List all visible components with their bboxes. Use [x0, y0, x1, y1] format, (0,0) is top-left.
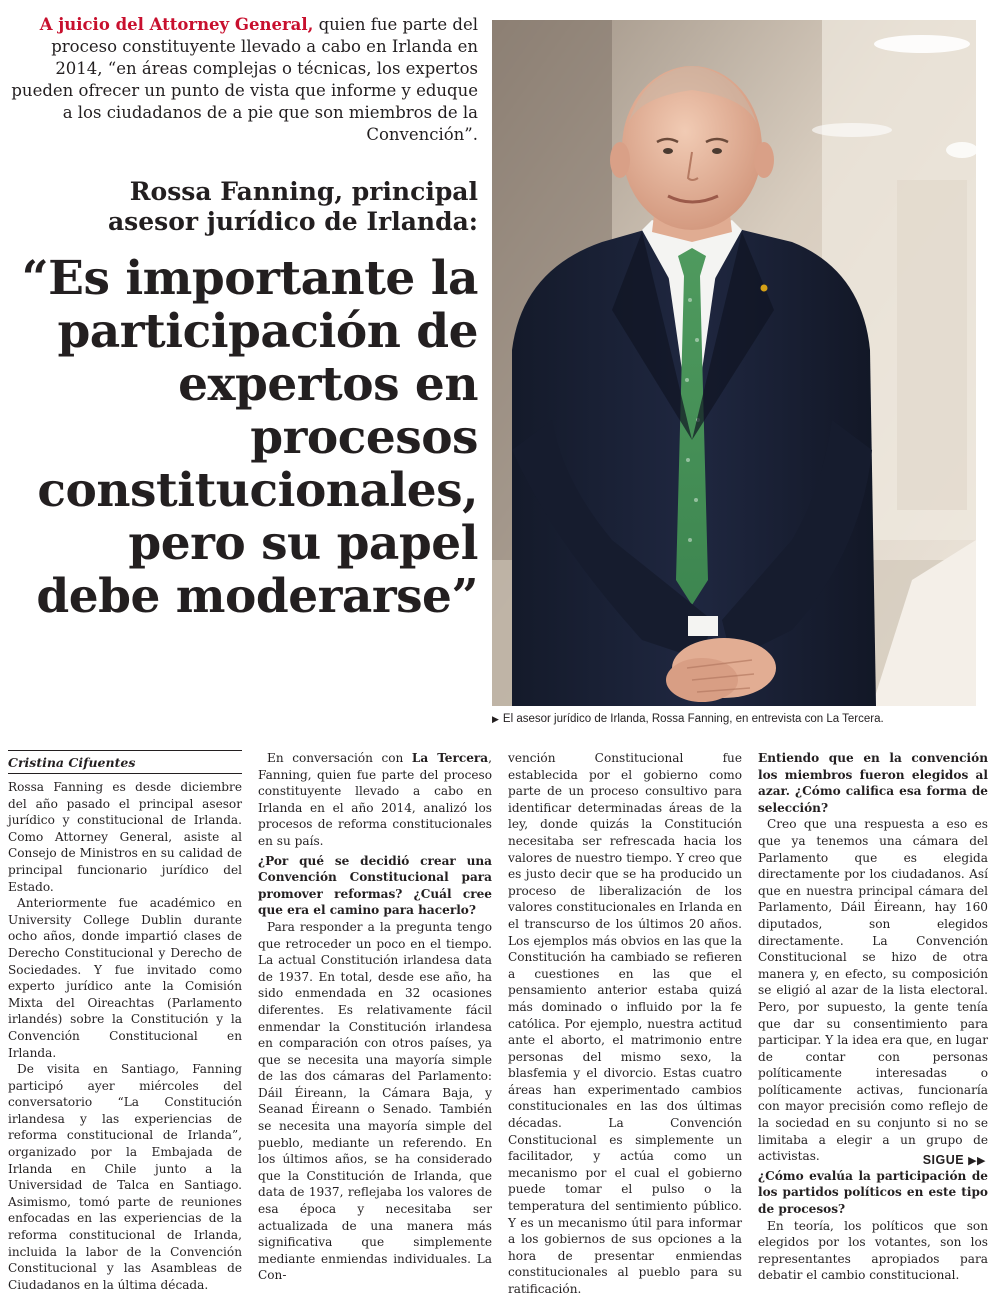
- body-column-1: [8, 779, 242, 1292]
- intro-text: , Fanning, quien fue parte del proceso constituyente llevado a cabo en Irlanda en el año 2014, analizó los procesos de reforma constitucionales en su país.: [258, 751, 493, 848]
- intro-text: En conversación con: [267, 751, 412, 765]
- article-kicker: Rossa Fanning, principal asesor jurídico de Irlanda:: [107, 177, 478, 236]
- interview-question: Entiendo que en la convención los miembros fueron elegidos al azar. ¿Cómo califica esa forma de selección?: [758, 751, 988, 815]
- interview-question: ¿Por qué se decidió crear una Convención Constitucional para promover reformas? ¿Cuál cree que era el camino para hacerlo?: [258, 853, 492, 918]
- body-column-3: [508, 750, 742, 1296]
- paragraph: De visita en Santiago, Fanning participó ayer miércoles del conversatorio “La Constitución irlandesa y las experiencias de reforma constitucional de Irlanda”, organizado por la Embajada de Irlanda en Chile junto a la Universidad de Talca en Santiago. Asimismo, tomó parte de reuniones enfocadas en las experiencias de la reforma constitucional de Irlanda, incluida la labor de la Convención Constitucional y las Asambleas de Ciudadanos en la última década.: [8, 1062, 242, 1292]
- caption-text: El asesor jurídico de Irlanda, Rossa Fanning, en entrevista con La Tercera.: [502, 713, 884, 725]
- portrait-photo: [492, 20, 976, 706]
- interview-answer: Para responder a la pregunta tengo que retroceder un poco en el tiempo. La actual Constitución irlandesa data de 1937. En total, desde ese año, ha sido enmendada en 32 ocasiones diferentes. Es relativamente fácil enmendar la Constitución irlandesa en comparación con otros países, ya que se necesita una mayoría simple de las dos cámaras del Parlamento: Dáil Éireann, la Cámara Baja, y Seanad Éireann o Senado. También se necesita una mayoría simple del pueblo, mediante un referendo. En los últimos años, se ha considerado que la Constitución de Irlanda, que data de 1937, reflejaba los valores de esa época y necesitaba ser actualizada de una manera más significativa que simplemente mediante enmiendas individuales. La Con-: [258, 919, 492, 1283]
- paragraph-intro: [258, 750, 492, 850]
- interview-question: ¿Cómo evalúa la participación de los partidos políticos en este tipo de procesos?: [758, 1168, 988, 1217]
- caption-arrow-icon: ▶: [492, 714, 499, 724]
- pull-quote: [8, 14, 478, 146]
- photo-caption: [492, 712, 982, 727]
- continue-marker: [923, 1153, 986, 1167]
- body-column-2: [258, 750, 493, 1283]
- interview-answer: vención Constitucional fue establecida por el gobierno como parte de un proceso consultivo para identificar determinadas áreas de la ley, donde quizás la Constitución necesitaba ser refrescada hacia los valores de nuestro tiempo. Y creo que es justo decir que se ha producido un proceso de liberalización de los valores constitucionales en Irlanda en el transcurso de los últimos 20 años. Los ejemplos más obvios en las que la Constitución ha cambiado se refieren a cuestiones en las que el pensamiento anterior estaba quizá más dominado o influido por la fe católica. Por ejemplo, nuestra actitud ante el aborto, el matrimonio entre personas del mismo sexo, la blasfemia y el divorcio. Estas cuatro áreas han experimentado cambios constitucionales en las dos últimas décadas. La Convención Constitucional es simplemente un facilitador, y actúa como un mecanismo por el cual el gobierno puede tomar el pulso o la temperatura del sentimiento público. Y es un mecanismo útil para informar a los gobiernos de sus opciones a la hora de presentar enmiendas constitucionales al pueblo para su ratificación.: [508, 751, 742, 1296]
- pull-quote-lead: A juicio del Attorney General,: [39, 15, 314, 34]
- continue-label: SIGUE: [922, 1153, 965, 1167]
- publication-name: La Tercera: [411, 751, 489, 765]
- byline-rule-bottom: [8, 773, 242, 774]
- pull-quote-text: quien fue parte del proceso constituyente llevado a cabo en Irlanda en 2014, “en áreas complejas o técnicas, los expertos pueden ofrecer un punto de vista que informe y eduque a los ciudadanos de a pie que son miembros de la Convención”.: [11, 15, 478, 144]
- paragraph: Rossa Fanning es desde diciembre del año pasado el principal asesor jurídico y constitucional de Irlanda. Como Attorney General, asiste al Consejo de Ministros en su calidad de principal funcionario jurídico del Estado.: [8, 780, 242, 894]
- byline: Cristina Cifuentes: [8, 755, 136, 770]
- byline-rule-top: [8, 750, 242, 751]
- double-arrow-icon: ▶▶: [968, 1155, 986, 1167]
- paragraph: Anteriormente fue académico en University College Dublin durante ocho años, donde impartió clases de Derecho Constitucional y Derecho de Sociedades. Y fue invitado como experto jurídico ante la Comisión Mixta del Oireachtas (Parlamento irlandés) sobre la Constitución y la Convención Constitucional en Irlanda.: [8, 896, 242, 1060]
- interview-answer: Creo que una respuesta a eso es que ya tenemos una cámara del Parlamento que es elegida directamente por los ciudadanos. Así que en nuestra principal cámara del Parlamento, Dáil Éireann, hay 160 diputados, son elegidos directamente. La Convención Constitucional se hizo de otra manera y, en efecto, su composición se eligió al azar de la lista electoral. Pero, por supuesto, la gente tenía que dar su consentimiento para participar. Y la idea era que, en lugar de contar con personas políticamente interesadas o políticamente activas, funcionaría con mayor precisión como reflejo de la sociedad en su conjunto si no se limitaba a elegir a un grupo de activistas.: [758, 817, 988, 1164]
- interview-answer: En teoría, los políticos que son elegidos por los votantes, son los representantes apropiados para debatir el cambio constitucional.: [758, 1218, 988, 1283]
- article-headline: “Es importante la participación de expertos en procesos constitucionales, pero su papel debe moderarse”: [21, 251, 478, 624]
